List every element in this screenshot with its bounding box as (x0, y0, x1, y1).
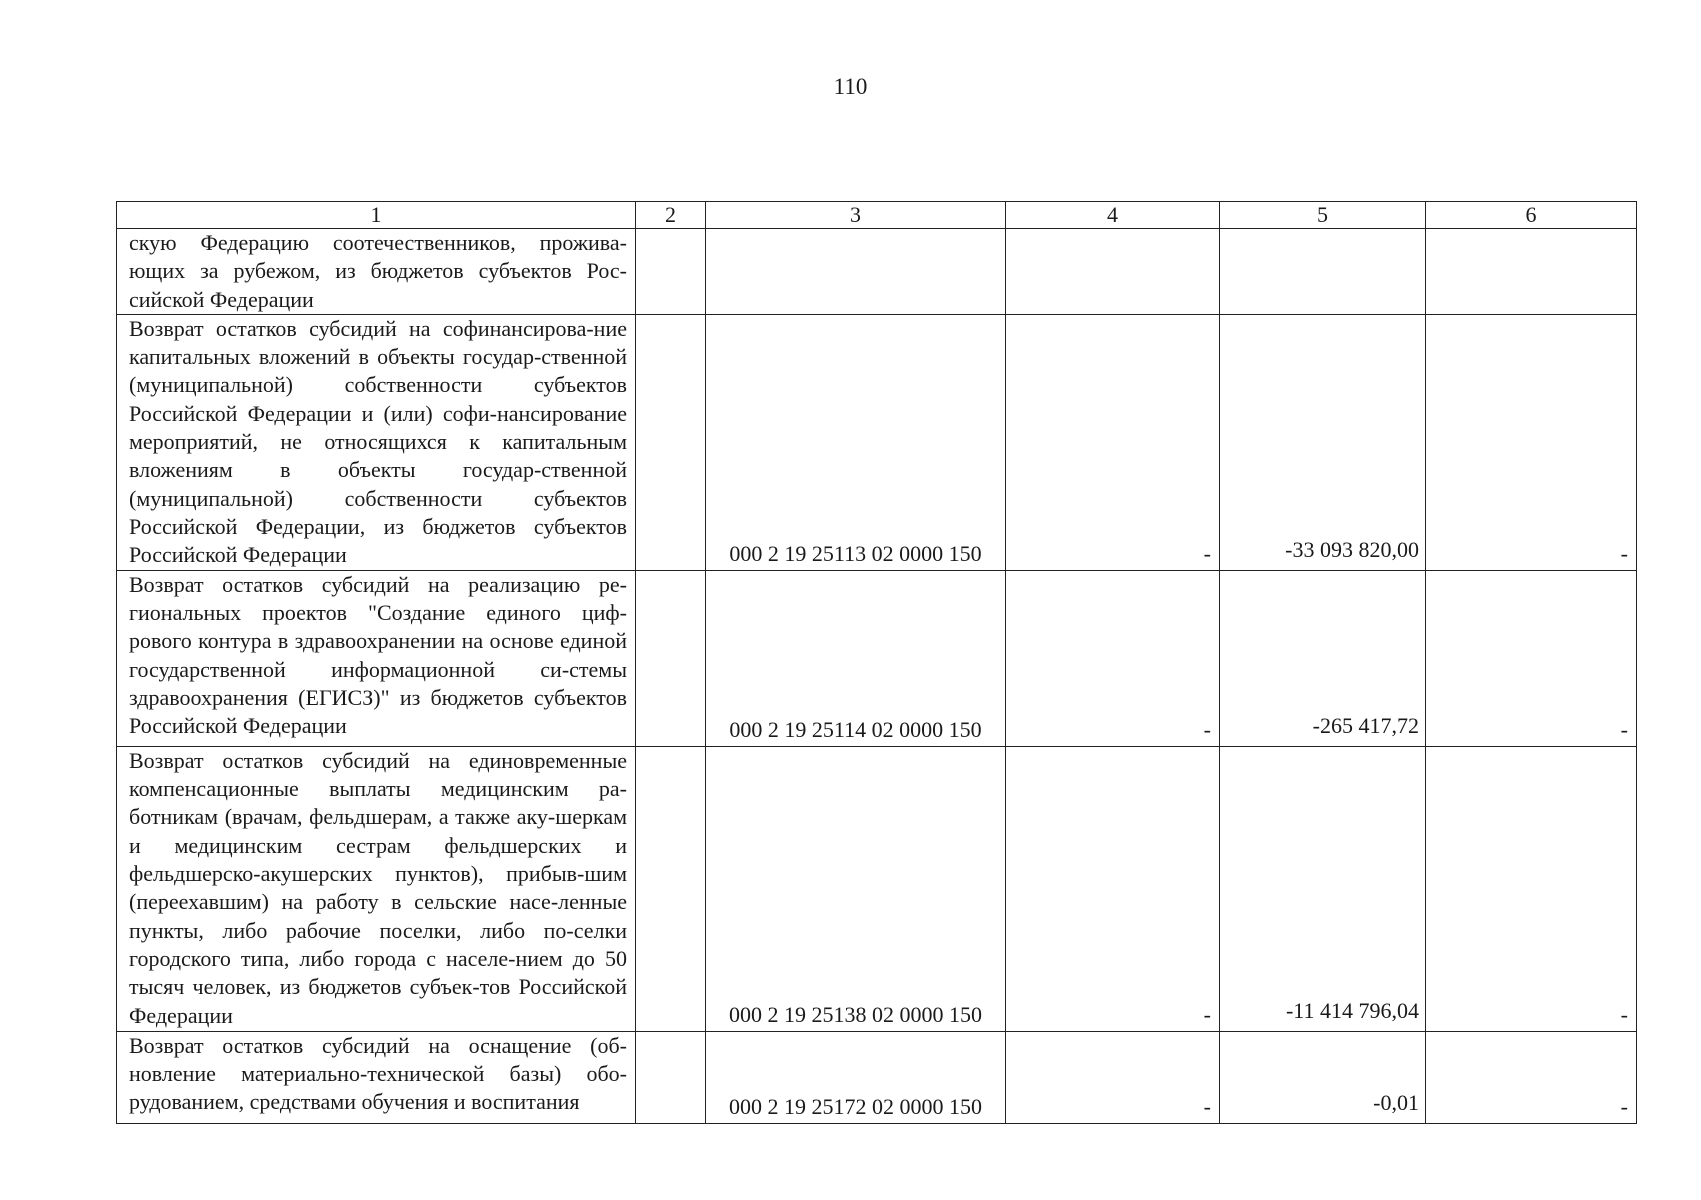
table-row (117, 229, 1637, 315)
page-number: 110 (833, 74, 868, 99)
row-col2 (636, 570, 706, 746)
row-col4: - (1006, 314, 1220, 570)
row-col2 (636, 229, 706, 315)
table-row (117, 746, 1637, 1031)
header-col-6: 6 (1426, 202, 1637, 229)
row-description: Возврат остатков субсидий на реализацию ре-гиональных проектов "Создание единого циф-рового контура в здравоохранении на основе единой государственной информационной си-стемы здравоохранения (ЕГИСЗ)" из бюджетов субъектов Российской Федерации (117, 570, 636, 746)
header-col-2: 2 (636, 202, 706, 229)
row-col4: - (1006, 1031, 1220, 1123)
table-row (117, 570, 1637, 746)
row-col2 (636, 1031, 706, 1123)
table-row (117, 314, 1637, 570)
row-code: 000 2 19 25138 02 0000 150 (706, 746, 1006, 1031)
header-col-1: 1 (117, 202, 636, 229)
row-amount: -0,01 (1220, 1031, 1426, 1123)
row-col4: - (1006, 570, 1220, 746)
row-col6: - (1426, 570, 1637, 746)
table-row (117, 1031, 1637, 1123)
row-code: 000 2 19 25114 02 0000 150 (706, 570, 1006, 746)
row-amount: -11 414 796,04 (1220, 746, 1426, 1031)
budget-table (116, 201, 1637, 1124)
header-col-4: 4 (1006, 202, 1220, 229)
row-col6: - (1426, 1031, 1637, 1123)
row-amount: -33 093 820,00 (1220, 314, 1426, 570)
row-code: 000 2 19 25172 02 0000 150 (706, 1031, 1006, 1123)
header-row (117, 202, 1637, 229)
row-col4 (1006, 229, 1220, 315)
row-col4: - (1006, 746, 1220, 1031)
row-description: Возврат остатков субсидий на софинансирова-ние капитальных вложений в объекты государ-ственной (муниципальной) собственности субъектов Российской Федерации и (или) софи-нансирование мероприятий, не относящихся к капитальным вложениям в объекты государ-ственной (муниципальной) собственности субъектов Российской Федерации, из бюджетов субъектов Российской Федерации (117, 314, 636, 570)
row-description: Возврат остатков субсидий на оснащение (об-новление материально-технической базы) обо-рудованием, средствами обучения и воспитания (117, 1031, 636, 1123)
row-col2 (636, 314, 706, 570)
header-col-3: 3 (706, 202, 1006, 229)
row-col6: - (1426, 746, 1637, 1031)
row-code (706, 229, 1006, 315)
header-col-5: 5 (1220, 202, 1426, 229)
row-description: скую Федерацию соотечественников, прожива-ющих за рубежом, из бюджетов субъектов Рос-сийской Федерации (117, 229, 636, 315)
row-code: 000 2 19 25113 02 0000 150 (706, 314, 1006, 570)
row-amount: -265 417,72 (1220, 570, 1426, 746)
row-description: Возврат остатков субсидий на единовременные компенсационные выплаты медицинским ра-ботникам (врачам, фельдшерам, а также аку-шеркам и медицинским сестрам фельдшерских и фельдшерско-акушерских пунктов), прибыв-шим (переехавшим) на работу в сельские насе-ленные пункты, либо рабочие поселки, либо по-селки городского типа, либо города с населе-нием до 50 тысяч человек, из бюджетов субъек-тов Российской Федерации (117, 746, 636, 1031)
row-col6 (1426, 229, 1637, 315)
row-amount (1220, 229, 1426, 315)
row-col2 (636, 746, 706, 1031)
row-col6: - (1426, 314, 1637, 570)
